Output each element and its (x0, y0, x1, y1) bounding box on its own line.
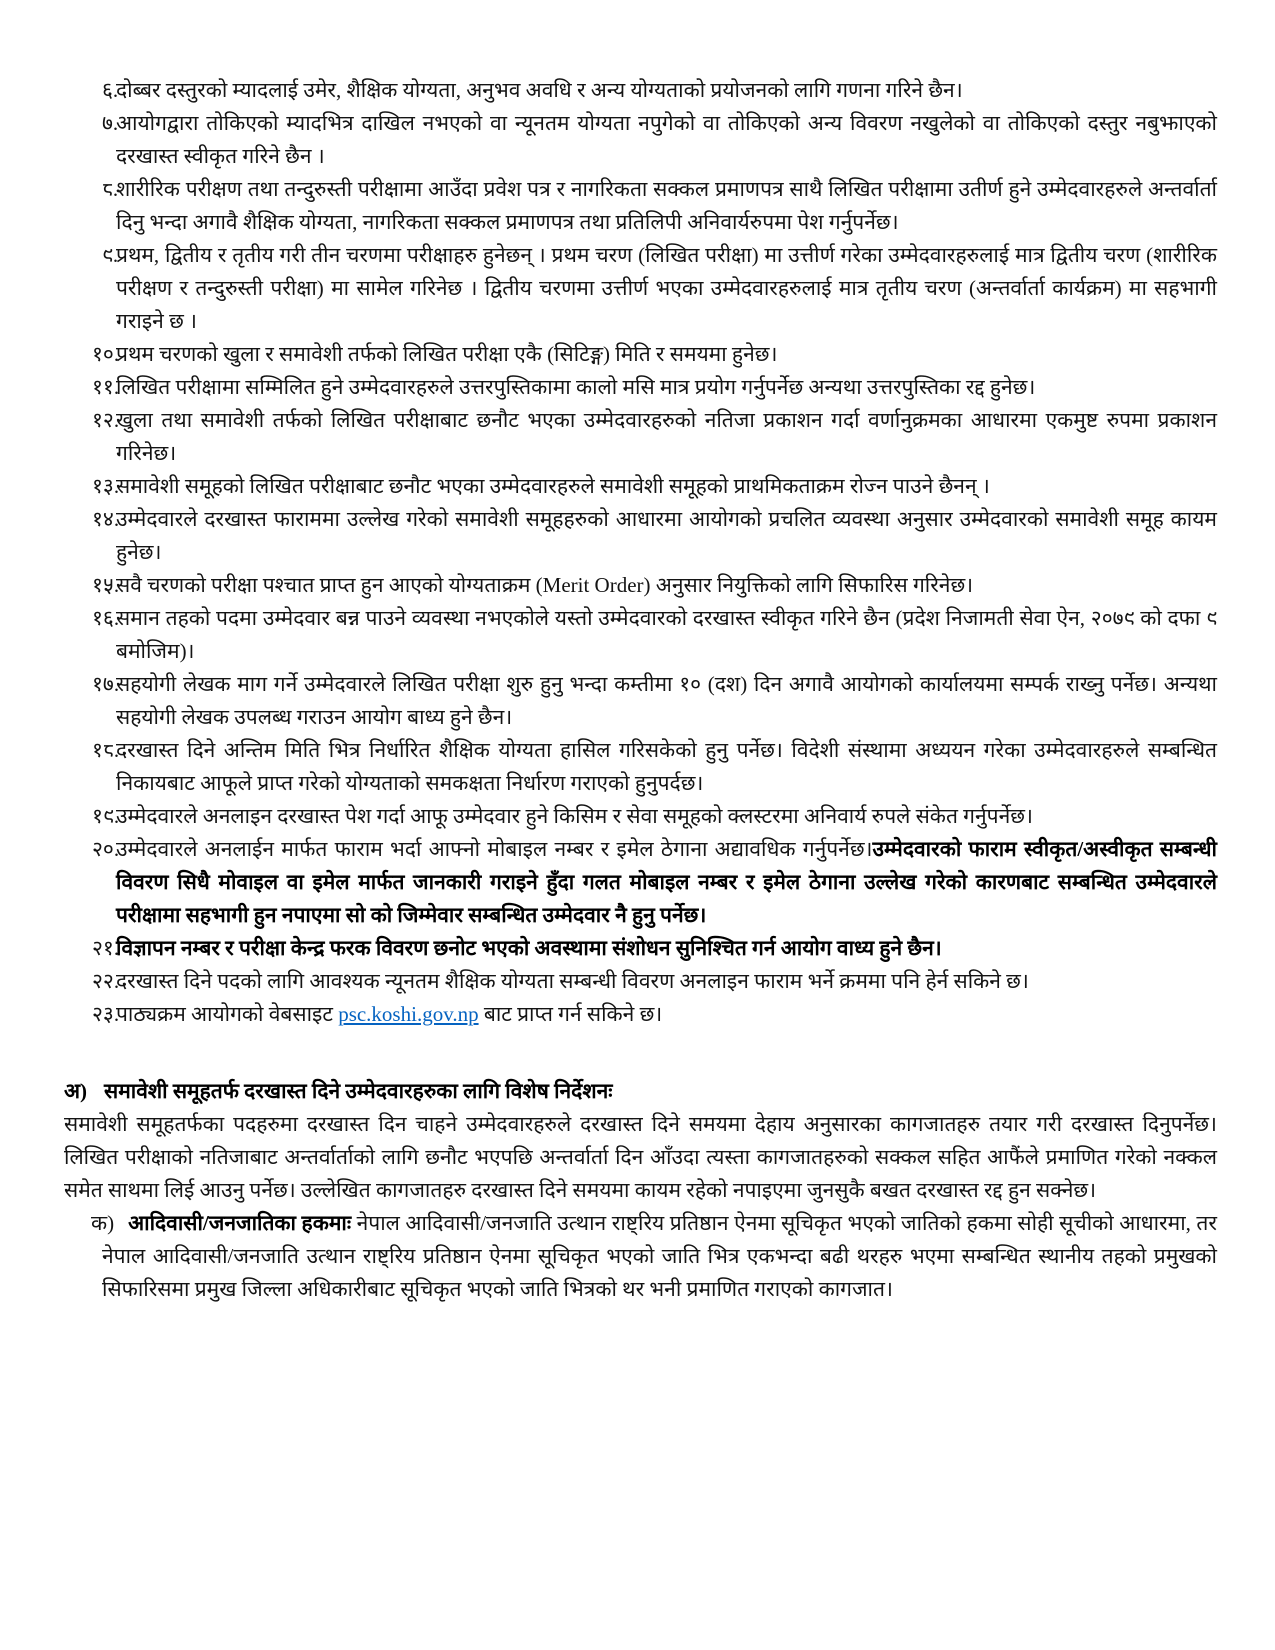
list-item-11 (64, 371, 1217, 404)
website-link[interactable]: psc.koshi.gov.np (338, 1002, 479, 1026)
item-number: ११. (92, 375, 120, 399)
list-item-15 (64, 569, 1217, 602)
list-item-22 (64, 965, 1217, 998)
list-item-18 (64, 734, 1217, 800)
item-text: आयोगद्वारा तोकिएको म्यादभित्र दाखिल नभएको वा न्यूनतम योग्यता नपुगेको वा तोकिएको अन्य विवरण नखुलेको वा तोकिएको दस्तुर नबुझाएको दरखास्त स्वीकृत गरिने छैन । (116, 111, 1217, 168)
item-text: लिखित परीक्षामा सम्मिलित हुने उम्मेदवारहरुले उत्तरपुस्तिकामा कालो मसि मात्र प्रयोग गर्नुपर्नेछ अन्यथा उत्तरपुस्तिका रद्द हुनेछ। (116, 375, 1036, 399)
numbered-list (64, 74, 1217, 1031)
item-number: ७. (102, 111, 119, 135)
list-item-10 (64, 338, 1217, 371)
list-item-6 (64, 74, 1217, 107)
item-text: उम्मेदवारले अनलाईन मार्फत फाराम भर्दा आफ्नो मोबाइल नम्बर र इमेल ठेगाना अद्यावधिक गर्नुपर्नेछ। (116, 837, 873, 861)
item-number: २०. (92, 837, 120, 861)
item-number: १९. (92, 804, 120, 828)
item-bold-text: विज्ञापन नम्बर र परीक्षा केन्द्र फरक विवरण छनोट भएको अवस्थामा संशोधन सुनिश्चित गर्न आयोग वाध्य हुने छैन। (116, 936, 942, 960)
list-item-9 (64, 239, 1217, 338)
list-item-8 (64, 173, 1217, 239)
item-bold-text: उम्मेदवारको फाराम स्वीकृत/अस्वीकृत सम्बन्धी विवरण सिधै मोवाइल वा इमेल मार्फत जानकारी गराइने हुँदा गलत मोबाइल नम्बर र इमेल ठेगाना उल्लेख गरेको कारणबाट सम्बन्धित उम्मेदवारले परीक्षामा सहभागी हुन नपाएमा सो को जिम्मेवार सम्बन्धित उम्मेदवार नै हुनु पर्नेछ। (116, 837, 1217, 927)
list-item-21 (64, 932, 1217, 965)
item-text: प्रथम, द्वितीय र तृतीय गरी तीन चरणमा परीक्षाहरु हुनेछन् । प्रथम चरण (लिखित परीक्षा) मा उत्तीर्ण गरेका उम्मेदवारहरुलाई मात्र द्वितीय चरण (शारीरिक परीक्षण र तन्दुरुस्ती परीक्षा) मा सामेल गरिनेछ । द्वितीय चरणमा उत्तीर्ण भएका उम्मेदवारहरुलाई मात्र तृतीय चरण (अन्तर्वार्ता कार्यक्रम) मा सहभागी गराइने छ । (116, 243, 1217, 333)
section-a-paragraph: समावेशी समूहतर्फका पदहरुमा दरखास्त दिन चाहने उम्मेदवारहरुले दरखास्त दिने समयमा देहाय अनुसारका कागजातहरु तयार गरी दरखास्त दिनुपर्नेछ। लिखित परीक्षाको नतिजाबाट अन्तर्वार्ताको लागि छनौट भएपछि अन्तर्वार्ता दिन आँउदा त्यस्ता कागजातहरुको सक्कल सहित आफैंले प्रमाणित गरेको नक्कल समेत साथमा लिई आउनु पर्नेछ। उल्लेखित कागजातहरु दरखास्त दिने समयमा कायम रहेको नपाइएमा जुनसुकै बखत दरखास्त रद्द हुन सक्नेछ। (64, 1112, 1217, 1202)
item-number: १५. (92, 573, 120, 597)
list-item-19 (64, 800, 1217, 833)
item-number: १७. (92, 672, 120, 696)
item-number: ९. (102, 243, 119, 267)
sub-item-ka (64, 1207, 1217, 1306)
item-text: शारीरिक परीक्षण तथा तन्दुरुस्ती परीक्षामा आउँदा प्रवेश पत्र र नागरिकता सक्कल प्रमाणपत्र साथै लिखित परीक्षामा उतीर्ण हुने उम्मेदवारहरुले अन्तर्वार्ता दिनु भन्दा अगावै शैक्षिक योग्यता, नागरिकता सक्कल प्रमाणपत्र तथा प्रतिलिपी अनिवार्यरुपमा पेश गर्नुपर्नेछ। (116, 177, 1217, 234)
list-item-13 (64, 470, 1217, 503)
section-a-label: अ) (64, 1079, 88, 1103)
item-number: ६. (102, 78, 119, 102)
section-a-title: समावेशी समूहतर्फ दरखास्त दिने उम्मेदवारहरुका लागि विशेष निर्देशनः (104, 1079, 613, 1103)
item-text: खुला तथा समावेशी तर्फको लिखित परीक्षाबाट छनौट भएका उम्मेदवारहरुको नतिजा प्रकाशन गर्दा वर्णानुक्रमका आधारमा एकमुष्ट रुपमा प्रकाशन गरिनेछ। (116, 408, 1217, 465)
sub-item-text: नेपाल आदिवासी/जनजाति उत्थान राष्ट्रिय प्रतिष्ठान ऐनमा सूचिकृत भएको जातिको हकमा सोही सूचीको आधारमा, तर नेपाल आदिवासी/जनजाति उत्थान राष्ट्रिय प्रतिष्ठान ऐनमा सूचिकृत भएको जाति भित्र एकभन्दा बढी थरहरु भएमा सम्बन्धित स्थानीय तहको प्रमुखको सिफारिसमा प्रमुख जिल्ला अधिकारीबाट सूचिकृत भएको जाति भित्रको थर भनी प्रमाणित गराएको कागजात। (102, 1211, 1217, 1301)
item-text: दरखास्त दिने पदको लागि आवश्यक न्यूनतम शैक्षिक योग्यता सम्बन्धी विवरण अनलाइन फाराम भर्ने क्रममा पनि हेर्न सकिने छ। (116, 969, 1029, 993)
list-item-14 (64, 503, 1217, 569)
item-text: दरखास्त दिने अन्तिम मिति भित्र निर्धारित शैक्षिक योग्यता हासिल गरिसकेको हुनु पर्नेछ। विदेशी संस्थामा अध्ययन गरेका उम्मेदवारहरुले सम्बन्धित निकायबाट आफूले प्राप्त गरेको योग्यताको समकक्षता निर्धारण गराएको हुनुपर्दछ। (116, 738, 1217, 795)
item-number: १४. (92, 507, 120, 531)
item-number: १६. (92, 606, 120, 630)
item-text: प्रथम चरणको खुला र समावेशी तर्फको लिखित परीक्षा एकै (सिटिङ्ग) मिति र समयमा हुनेछ। (116, 342, 778, 366)
item-number: २३. (92, 1002, 120, 1026)
list-item-17 (64, 668, 1217, 734)
item-number: २१. (92, 936, 120, 960)
item-number: २२. (92, 969, 120, 993)
item-text: दोब्बर दस्तुरको म्यादलाई उमेर, शैक्षिक योग्यता, अनुभव अवधि र अन्य योग्यताको प्रयोजनको लागि गणना गरिने छैन। (116, 78, 963, 102)
item-text: समावेशी समूहको लिखित परीक्षाबाट छनौट भएका उम्मेदवारहरुले समावेशी समूहको प्राथमिकताक्रम रोज्न पाउने छैनन् । (116, 474, 990, 498)
section-a-heading (64, 1075, 1217, 1108)
item-number: १२. (92, 408, 120, 432)
sub-item-bold-lead: आदिवासी/जनजातिका हकमाः (128, 1211, 352, 1235)
sub-item-label: क) (91, 1211, 115, 1235)
list-item-7 (64, 107, 1217, 173)
item-text: उम्मेदवारले अनलाइन दरखास्त पेश गर्दा आफू उम्मेदवार हुने किसिम र सेवा समूहको क्लस्टरमा अनिवार्य रुपले संकेत गर्नुपर्नेछ। (116, 804, 1033, 828)
item-number: ८. (102, 177, 119, 201)
item-text: सहयोगी लेखक माग गर्ने उम्मेदवारले लिखित परीक्षा शुरु हुनु भन्दा कम्तीमा १० (दश) दिन अगावै आयोगको कार्यालयमा सम्पर्क राख्नु पर्नेछ। अन्यथा सहयोगी लेखक उपलब्ध गराउन आयोग बाध्य हुने छैन। (116, 672, 1217, 729)
item-text: सवै चरणको परीक्षा पश्चात प्राप्त हुन आएको योग्यताक्रम (Merit Order) अनुसार नियुक्तिको लागि सिफारिस गरिनेछ। (116, 573, 974, 597)
item-number: १८. (92, 738, 120, 762)
list-item-23 (64, 998, 1217, 1031)
list-item-20 (64, 833, 1217, 932)
item-text: बाट प्राप्त गर्न सकिने छ। (478, 1002, 663, 1026)
list-item-16 (64, 602, 1217, 668)
list-item-12 (64, 404, 1217, 470)
item-number: १३. (92, 474, 120, 498)
item-text: समान तहको पदमा उम्मेदवार बन्न पाउने व्यवस्था नभएकोले यस्तो उम्मेदवारको दरखास्त स्वीकृत गरिने छैन (प्रदेश निजामती सेवा ऐन, २०७९ को दफा ९ बमोजिम)। (116, 606, 1217, 663)
item-text: पाठ्यक्रम आयोगको वेबसाइट (116, 1002, 339, 1026)
item-text: उम्मेदवारले दरखास्त फाराममा उल्लेख गरेको समावेशी समूहहरुको आधारमा आयोगको प्रचलित व्यवस्था अनुसार उम्मेदवारको समावेशी समूह कायम हुनेछ। (116, 507, 1217, 564)
item-number: १०. (92, 342, 120, 366)
